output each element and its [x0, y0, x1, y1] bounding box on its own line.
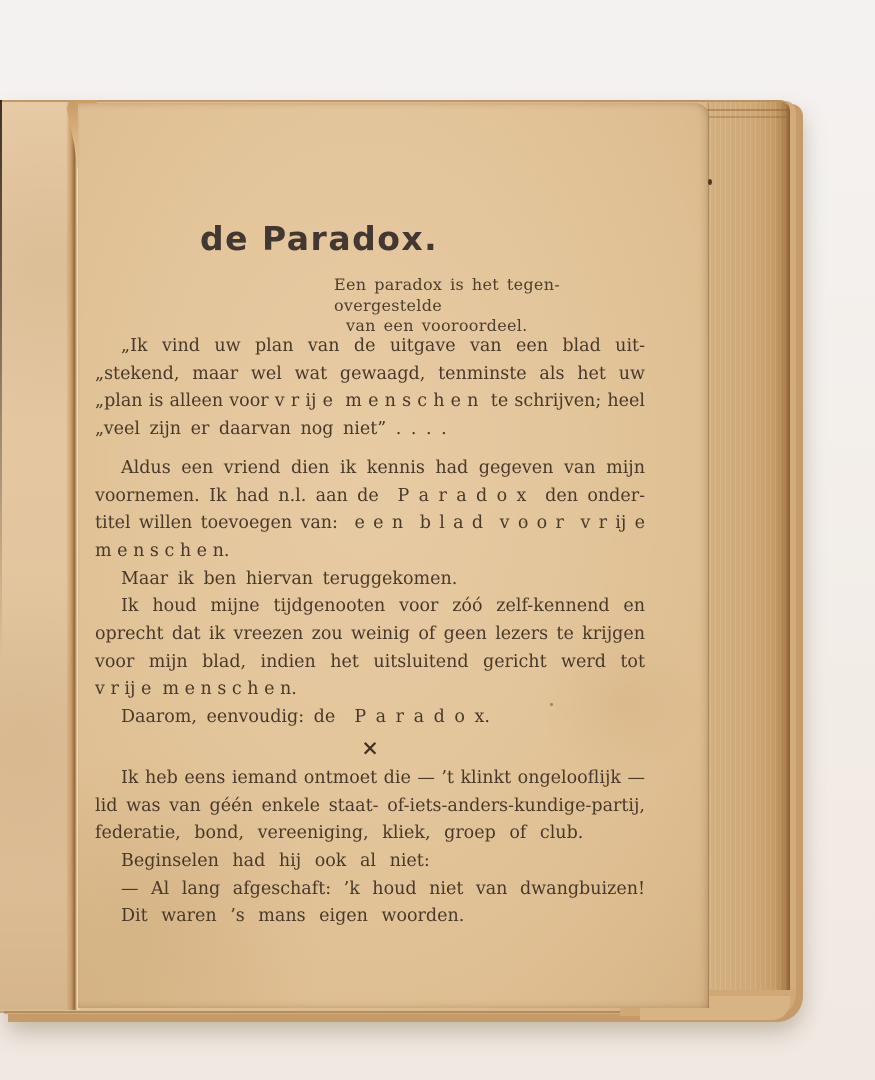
text-line: Dit waren ’s mans eigen woorden.	[121, 906, 465, 927]
text-line: — Al lang afgeschaft: ’k houd niet van dwangbuizen!	[121, 878, 645, 899]
body-text	[95, 333, 645, 931]
page-edge-step	[706, 116, 786, 118]
left-frame-edge	[0, 100, 2, 660]
book-page	[78, 103, 709, 1008]
paragraph	[95, 765, 645, 931]
text-line: Maar ik ben hiervan teruggekomen.	[121, 568, 458, 589]
text-line: voor mijn blad, indien het uitsluitend gericht werd tot	[95, 651, 645, 672]
text-line: lid was van géén enkele staat- of-iets-anders-kundige-partij,	[95, 795, 645, 816]
text-line: Ik houd mijne tijdgenooten voor zóó zelf-kennend en	[121, 596, 645, 617]
epigraph-line: Een paradox is het tegen-overgestelde	[334, 275, 561, 315]
text-line: titel willen toevoegen van: e e n b l a d v o o r v r ij e	[95, 513, 645, 534]
page-edge-step	[700, 109, 788, 111]
text-line: „Ik vind uw plan van de uitgave van een blad uit-	[121, 336, 645, 356]
page-crease	[708, 103, 709, 1008]
text-line: „veel zijn er daarvan nog niet” . . . .	[95, 419, 447, 440]
text-line: oprecht dat ik vreezen zou weinig of geen lezers te krijgen	[95, 624, 645, 645]
text-line: v r ij e m e n s c h e n.	[95, 679, 297, 700]
paragraph	[95, 455, 645, 732]
text-line: voornemen. Ik had n.l. aan de P a r a d o x den onder-	[95, 485, 645, 506]
text-line: Beginselen had hij ook al niet:	[121, 850, 430, 871]
epigraph-line: van een vooroordeel.	[346, 316, 528, 335]
fore-edge-page-stack	[705, 102, 790, 1007]
text-line: Aldus een vriend dien ik kennis had gegeven van mijn	[121, 457, 645, 478]
text-line: federatie, bond, vereeniging, kliek, groep of club.	[95, 823, 584, 844]
foxing-speck	[708, 179, 712, 185]
text-line: „stekend, maar wel wat gewaagd, tenminste als het uw	[95, 363, 645, 384]
text-line: Ik heb eens iemand ontmoet die — ’t klinkt ongelooflijk —	[121, 767, 645, 788]
paragraph	[95, 333, 645, 444]
text-line: Daarom, eenvoudig: de P a r a d o x.	[121, 707, 490, 728]
page-title: de Paradox.	[200, 219, 439, 258]
text-line: m e n s c h e n.	[95, 540, 230, 561]
epigraph	[334, 275, 664, 337]
section-divider-ornament: ×	[361, 734, 379, 760]
text-line: „plan is alleen voor v r ij e m e n s c h e n te schrijven; heel	[95, 391, 645, 412]
